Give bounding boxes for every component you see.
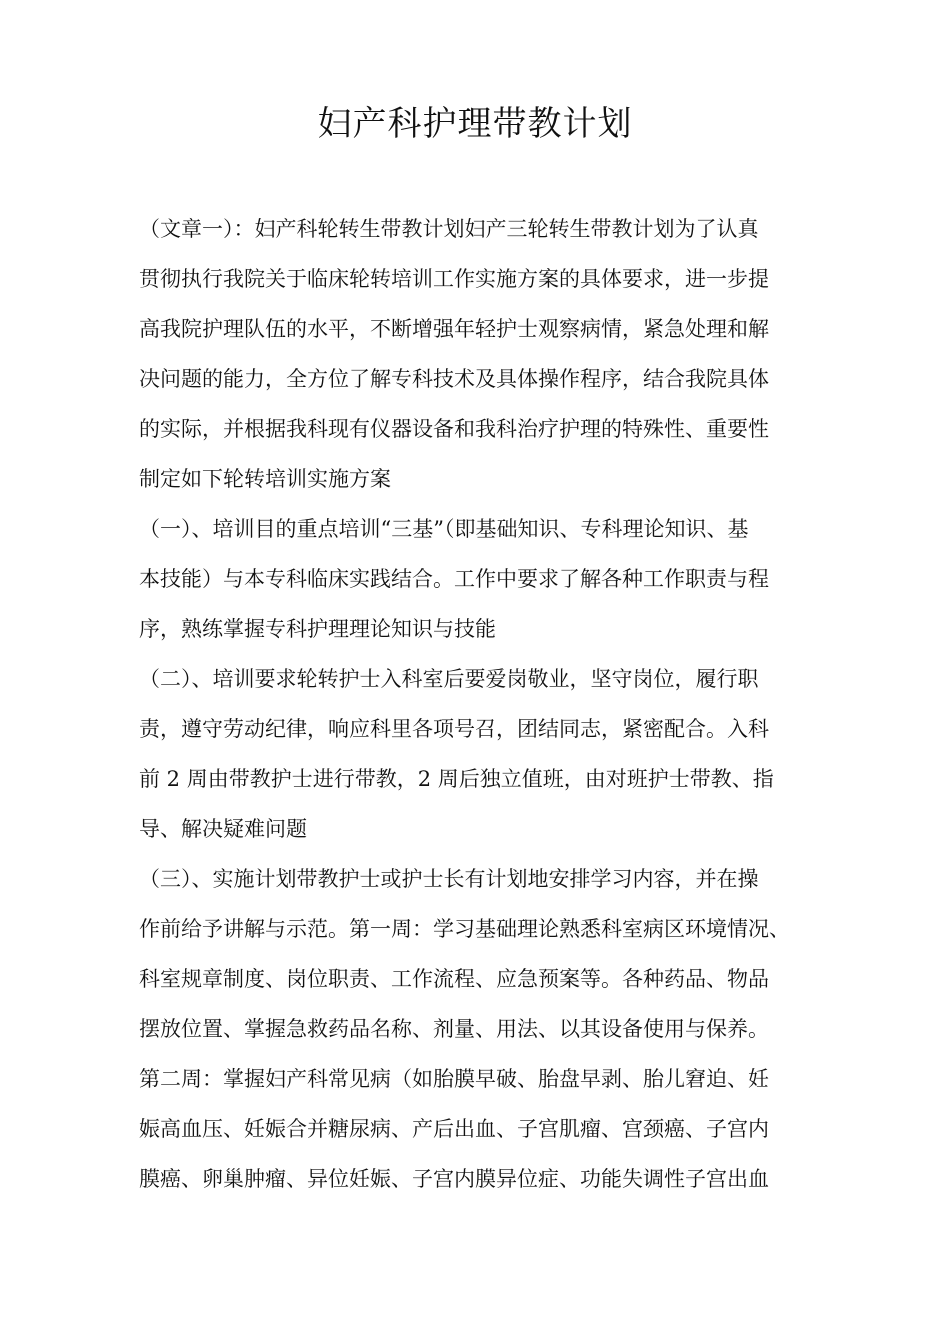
body-line: 责，遵守劳动纪律，响应科里各项号召，团结同志，紧密配合。入科 bbox=[139, 717, 769, 741]
body-line: 膜癌、卵巢肿瘤、异位妊娠、子宫内膜异位症、功能失调性子宫出血 bbox=[139, 1167, 769, 1191]
body-line: 高我院护理队伍的水平，不断增强年轻护士观察病情，紧急处理和解 bbox=[139, 317, 769, 341]
body-line: 娠高血压、妊娠合并糖尿病、产后出血、子宫肌瘤、宫颈癌、子宫内 bbox=[139, 1117, 769, 1141]
body-line: 第二周：掌握妇产科常见病（如胎膜早破、胎盘早剥、胎儿窘迫、妊 bbox=[139, 1067, 769, 1091]
body-line: 作前给予讲解与示范。第一周：学习基础理论熟悉科室病区环境情况、 bbox=[139, 917, 790, 941]
body-line: 导、解决疑难问题 bbox=[139, 817, 307, 841]
body-line: 贯彻执行我院关于临床轮转培训工作实施方案的具体要求，进一步提 bbox=[139, 267, 769, 291]
body-line: 决问题的能力，全方位了解专科技术及具体操作程序，结合我院具体 bbox=[139, 367, 769, 391]
body-line: （文章一）：妇产科轮转生带教计划妇产三轮转生带教计划为了认真 bbox=[139, 217, 759, 241]
document-body bbox=[139, 204, 819, 1204]
body-line: 前 2 周由带教护士进行带教，2 周后独立值班，由对班护士带教、指 bbox=[139, 767, 774, 791]
section-heading-line: （三）、实施计划带教护士或护士长有计划地安排学习内容，并在操 bbox=[139, 867, 759, 891]
body-line: 本技能）与本专科临床实践结合。工作中要求了解各种工作职责与程 bbox=[139, 567, 769, 591]
document-title: 妇产科护理带教计划 bbox=[317, 104, 633, 144]
body-line: 序，熟练掌握专科护理理论知识与技能 bbox=[139, 617, 496, 641]
body-line: 摆放位置、掌握急救药品名称、剂量、用法、以其设备使用与保养。 bbox=[139, 1017, 769, 1041]
body-line: 的实际，并根据我科现有仪器设备和我科治疗护理的特殊性、重要性 bbox=[139, 417, 769, 441]
section-heading-line: （二）、培训要求轮转护士入科室后要爱岗敬业，坚守岗位，履行职 bbox=[139, 667, 759, 691]
body-line: 制定如下轮转培训实施方案 bbox=[139, 467, 391, 491]
section-heading-line: （一）、培训目的重点培训“三基”（即基础知识、专科理论知识、基 bbox=[139, 517, 749, 541]
body-line: 科室规章制度、岗位职责、工作流程、应急预案等。各种药品、物品 bbox=[139, 967, 769, 991]
